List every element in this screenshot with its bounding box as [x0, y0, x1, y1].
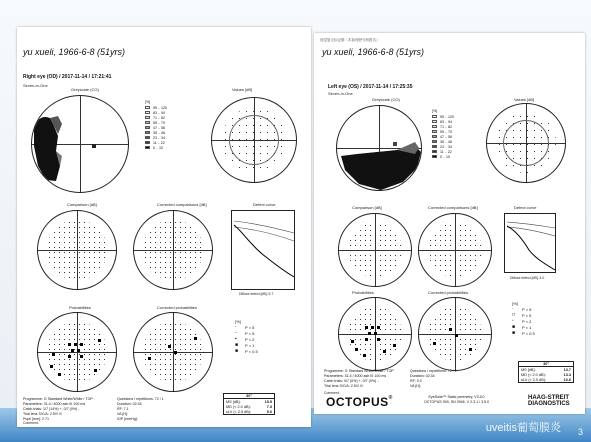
- prob-legend-unit: [%]: [512, 301, 518, 306]
- info-line: RF: 7.1: [117, 407, 129, 411]
- prob-label: P > 5: [522, 306, 532, 312]
- octopus-logo-text: OCTOPUS: [326, 395, 389, 409]
- stats-header: 30°: [519, 362, 573, 367]
- stat-value: 5.6: [266, 409, 272, 414]
- values-field: [486, 103, 566, 183]
- prob-label: P < 5: [522, 312, 532, 318]
- values-label: Values [dB]: [514, 97, 535, 102]
- probability-legend: [512, 301, 535, 336]
- prob-label: P < 2: [245, 336, 255, 342]
- probability-legend: [235, 319, 258, 354]
- legend-item: 0 .. 10: [153, 145, 163, 150]
- prob-label: P < 1: [245, 342, 255, 348]
- legend-item: 23 .. 34: [153, 135, 165, 140]
- prob-marker: ■: [235, 347, 239, 354]
- info-line: Catch trials: 0/7 (0%) +, 0/7 (0%) -: [324, 379, 379, 383]
- comparison-label: Comparison [dB]: [67, 202, 97, 207]
- prob-marker: ■: [235, 341, 239, 348]
- legend-item: 47 .. 58: [440, 134, 452, 139]
- comparison-field: [37, 210, 117, 290]
- probabilities-label: Probabilities: [352, 290, 374, 295]
- prob-marker: ▪: [235, 335, 237, 342]
- info-line: VA [H]:: [117, 412, 128, 416]
- seven-in-one-label: Seven-in-One: [328, 91, 353, 96]
- prob-marker: ·: [235, 323, 237, 330]
- greyscale-label: Greyscale (CO): [372, 97, 400, 102]
- info-line: VA [H]:: [410, 384, 421, 388]
- stat-key: MS [dB]:: [226, 399, 241, 404]
- legend-item: 23 .. 34: [440, 144, 452, 149]
- prob-label: P < 0.5: [522, 330, 535, 336]
- legend-item: 35 .. 46: [440, 139, 452, 144]
- comparison-field: [338, 213, 412, 287]
- values-field: [211, 97, 297, 183]
- defect-curve-label: Defect curve: [514, 205, 537, 210]
- eye-title: Right eye (OD) / 2017-11-14 / 17:21:41: [23, 74, 112, 80]
- stat-key: sLV (< 2.5 dB):: [226, 409, 252, 414]
- corrected-probabilities-field: [418, 297, 492, 371]
- global-indices: [518, 361, 574, 383]
- prob-label: P < 1: [522, 324, 532, 330]
- prob-label: P < 0.5: [245, 348, 258, 354]
- legend-item: 59 .. 70: [440, 129, 452, 134]
- stat-value: 7.3: [266, 404, 272, 409]
- legend-item: 71 .. 82: [153, 115, 165, 120]
- stat-key: MD (< 2.0 dB):: [521, 372, 546, 377]
- legend-item: 83 .. 94: [440, 119, 452, 124]
- legend-item: 0 .. 10: [440, 154, 450, 159]
- haag-streit-name: HAAG-STREIT: [528, 395, 569, 401]
- exam-parameters: [23, 397, 93, 422]
- stat-key: sLV (< 2.5 dB):: [521, 377, 547, 382]
- prob-marker: □: [512, 311, 516, 318]
- greyscale-label: Greyscale (CO): [71, 87, 99, 92]
- probabilities-field: [37, 312, 117, 392]
- info-line: Pupil [mm]: 2.71: [23, 417, 49, 421]
- probabilities-label: Probabilities: [69, 305, 91, 310]
- corrected-probabilities-label: Corrected probabilities: [157, 305, 198, 310]
- legend-unit: [%]: [432, 109, 438, 113]
- defect-curve: [504, 213, 556, 273]
- info-line: IOP [mmHg]:: [117, 417, 138, 421]
- prob-marker: -: [235, 329, 237, 336]
- prob-label: P < 5: [245, 330, 255, 336]
- comment-label: Comment:: [23, 421, 39, 425]
- octopus-logo: OCTOPUS®: [326, 395, 393, 409]
- info-line: Parameters: 31.4 / 4000 asb III 100 ms: [23, 402, 86, 406]
- prob-marker: ■: [512, 329, 516, 336]
- software-line: OCTOPUS 900, SN 2946, V 2.3.1 / 3.5.0: [424, 400, 490, 404]
- prob-marker: ■: [512, 323, 516, 330]
- software-info: [424, 395, 489, 405]
- legend-item: 11 .. 22: [440, 149, 452, 154]
- info-line: Programme: G Standard White/White / TOP: [324, 369, 394, 373]
- stat-value: 10.6: [563, 377, 571, 382]
- software-line: EyeSuite™ Static perimetry, V3.5.0: [428, 395, 485, 399]
- greyscale-field: [336, 105, 422, 191]
- slide-page-number: 3: [577, 427, 583, 437]
- prob-marker: ·: [512, 305, 514, 312]
- info-line: Trial lens S/C/A: 2.5/// ///: [324, 384, 363, 388]
- info-line: Duration: 02:34: [117, 402, 142, 406]
- watermark-text: uveitis葡萄膜炎: [485, 422, 561, 434]
- diffuse-defect: Diffuse defect [dB]: 4.0: [510, 276, 545, 280]
- exam-metrics: [117, 397, 164, 422]
- info-line: Parameters: 31.4 / 4000 asb III 100 ms: [324, 374, 387, 378]
- haag-streit-logo: [528, 395, 570, 407]
- comment-label: Comment:: [324, 391, 340, 395]
- haag-streit-sub: DIAGNOSTICS: [528, 401, 570, 407]
- report-page-right-eye: [17, 27, 311, 427]
- defect-curve-label: Defect curve: [253, 202, 276, 207]
- corrected-probabilities-label: Corrected probabilities: [428, 290, 469, 295]
- legend-unit: [%]: [145, 100, 151, 104]
- info-line: RF: 0.0: [410, 379, 422, 383]
- patient-name: yu xueli, 1966-6-8 (51yrs): [23, 47, 126, 57]
- prob-legend-unit: [%]: [235, 319, 241, 324]
- stats-header: 30°: [224, 394, 274, 399]
- prob-label: P < 2: [522, 318, 532, 324]
- greyscale-field: [31, 95, 129, 193]
- corrected-comparisons-label: Corrected comparisons [dB]: [428, 205, 478, 210]
- corrected-comparisons-field: [133, 210, 213, 290]
- greyscale-legend: [145, 100, 167, 150]
- legend-item: 59 .. 70: [153, 120, 165, 125]
- diffuse-defect: Diffuse defect [dB]: 5.7: [239, 292, 274, 296]
- legend-item: 71 .. 82: [440, 124, 452, 129]
- report-page-left-eye: [314, 33, 585, 414]
- info-line: Duration: 02:34: [410, 374, 435, 378]
- corrected-probabilities-field: [133, 312, 213, 392]
- info-line: Programme: G Standard White/White / TOP: [23, 397, 93, 401]
- values-label: Values [dB]: [232, 87, 253, 92]
- stat-value: 15.5: [264, 399, 272, 404]
- info-line: Trial lens S/C/A: 2.5/// ///: [23, 412, 62, 416]
- global-indices: [223, 393, 275, 415]
- legend-item: 83 .. 94: [153, 110, 165, 115]
- corrected-comparisons-field: [418, 213, 492, 287]
- info-line: Questions / repetitions: 72 / 1: [117, 397, 164, 401]
- comparison-label: Comparison [dB]: [352, 205, 382, 210]
- legend-item: 95 .. 120: [153, 105, 167, 110]
- info-line: Catch trials: 1/7 (14%) +, 0/7 (0%) -: [23, 407, 80, 411]
- legend-item: 47 .. 58: [153, 125, 165, 130]
- exam-metrics: [410, 369, 457, 389]
- seven-in-one-label: Seven-in-One: [23, 83, 48, 88]
- corrected-comparisons-label: Corrected comparisons [dB]: [157, 202, 207, 207]
- patient-name: yu xueli, 1966-6-8 (51yrs): [322, 47, 425, 57]
- probabilities-field: [338, 297, 412, 371]
- stat-key: MD (< 2.0 dB):: [226, 404, 251, 409]
- page-header-note: 视觉复元标记图（术前视野分析报告）: [320, 38, 380, 42]
- stat-key: MS [dB]:: [521, 367, 536, 372]
- info-line: Questions / repetitions: 72 / 1: [410, 369, 457, 373]
- greyscale-legend: [432, 109, 454, 159]
- stat-value: 13.3: [563, 372, 571, 377]
- exam-parameters: [324, 369, 394, 389]
- eye-title: Left eye (OS) / 2017-11-14 / 17:25:35: [328, 84, 413, 90]
- defect-curve: [231, 210, 295, 290]
- stat-value: 13.7: [563, 367, 571, 372]
- prob-marker: ▫: [512, 317, 514, 324]
- legend-item: 35 .. 46: [153, 130, 165, 135]
- legend-item: 95 .. 120: [440, 114, 454, 119]
- legend-item: 11 .. 22: [153, 140, 165, 145]
- prob-label: P > 5: [245, 324, 255, 330]
